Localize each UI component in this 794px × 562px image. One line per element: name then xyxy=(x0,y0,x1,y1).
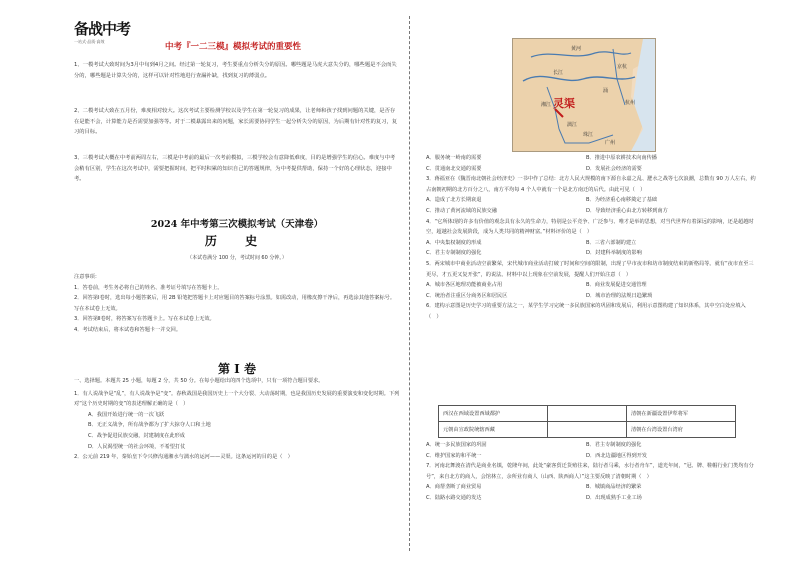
right-column-lower xyxy=(426,440,756,504)
map-title: 灵渠 xyxy=(553,97,575,110)
notes-item-3: 3．回答第Ⅱ卷时，将答案写在答题卡上。写在本试卷上无效。 xyxy=(74,316,215,323)
q2-stem: 2．公元前 219 年，秦始皇下令兴修沟通湘水与漓水的运河——灵渠。这条运河的目的是（ ） xyxy=(74,454,293,461)
q2-option-d: D．发展社会经济的需要 xyxy=(586,165,642,172)
map-label-changjiang: 长江 xyxy=(553,70,564,76)
q6-stem: 6．建构示意图是历史学习的重要方法之一，某学生学习完统一多民族国家的巩固和发展后，利用示意图构建了知识体系，其中空白处应填入（ ） xyxy=(426,303,746,320)
exam-info: （本试卷满分 100 分，考试时间 60 分钟。） xyxy=(187,255,287,261)
notes-item-4: 4．考试结束后，将本试卷和答题卡一并交回。 xyxy=(74,326,182,333)
notes-section xyxy=(74,272,400,336)
header-title: 中考『一二三模』模拟考试的重要性 xyxy=(165,42,302,52)
q6-option-b: B．君主专制制度的强化 xyxy=(586,442,642,448)
q6-option-d: D．西北边疆地区得到开发 xyxy=(586,452,648,459)
q3-stem: 3．蒋福亚在《魏晋南北朝社会经济史》一书中作了总结：北方人民大规模的南下源自永嘉之乱、淝水之战等七次浪潮，总数有 90 万人左右，约占南朝初期的北方百分之八，南方平均每 4 个人中就有一个是北方南迁的后代。由此可见（ ） xyxy=(426,176,756,193)
map-label-jinghang: 京杭 xyxy=(617,64,628,70)
q2-option-b: B．推进中原农耕技术向南传播 xyxy=(586,155,657,161)
q6-cell: 清朝在新疆设置伊犁将军 xyxy=(627,406,736,422)
q5-options xyxy=(426,280,756,301)
q5-option-a: A．城市各区地理功能被商业占用 xyxy=(426,282,503,289)
q7-option-a: A．商帮垄断了商业贸易 xyxy=(426,484,482,491)
q7-options xyxy=(426,482,756,503)
map-label-huanghe: 黄河 xyxy=(571,46,582,52)
part1-intro: 一、选择题。本题共 25 小题，每题 2 分，共 50 分。在每小题给出的四个选项中，只有一项符合题目要求。 xyxy=(74,378,324,384)
q6-blank-cell xyxy=(548,406,627,422)
q3-option-a: A．造成了北方长期衰退 xyxy=(426,197,482,204)
q5-stem: 5．两宋城市中商业活动空前繁荣，宋代城市商业活动打破了时间和空间的限制，出现了早市夜市和坊市制度结束的新格局等。就有“夜市直至三更尽，才五更又复开张”，的说法。材料中以上现象在空前发展，提醒人们开始注意（ ） xyxy=(426,260,754,278)
q6-diagram-table xyxy=(438,405,736,438)
q2-option-a: A．服务统一岭南的需要 xyxy=(426,155,482,161)
q7-option-d: D．出现成熟手工业工场 xyxy=(586,494,642,501)
q6-blank-cell xyxy=(548,422,627,438)
part1-section xyxy=(74,376,400,463)
q2-options xyxy=(426,153,756,174)
logo-text: 备战中考 xyxy=(74,20,131,38)
right-column xyxy=(426,153,756,323)
map-label-xiangjiang: 湘江 xyxy=(541,102,552,108)
q5-option-c: C．统治者注重区分商务区和居民区 xyxy=(426,292,508,299)
q1-option-b: B．无正义战争，所有战争都为了扩大掠夺人口和土地 xyxy=(88,422,211,429)
q7-option-b: B．城镇商品经济的繁荣 xyxy=(586,484,642,491)
q6-option-c: C．维护国家的和平统一 xyxy=(426,452,482,459)
section-title: 第 I 卷 xyxy=(218,362,256,376)
map-label-zhujiang: 珠江 xyxy=(583,132,594,138)
intro-paragraph-3: 3、三模考试大概在中考前两周左右，三模是中考前的最后一次考前模拟，三模学校会有意降低难度，目的是增强学生的信心。难度与中考会稍有区别，学生在这次考试中，需要把握时间，把平时积累的知识自己的答题规律，为中考提供帮助，保持一个好的心理状态，迎接中考。 xyxy=(74,155,396,182)
q3-options xyxy=(426,195,756,216)
exam-subject: 历 史 xyxy=(204,234,270,248)
q5-option-b: B．商业发展促进交通管理 xyxy=(586,282,647,289)
map-label-lijiang: 漓江 xyxy=(567,122,578,128)
q4-option-d: D．封建科举制度的影响 xyxy=(586,250,642,257)
map-label-yong: 涌 xyxy=(603,88,609,94)
notes-item-2: 2．回答第Ⅰ卷时，选出每小题答案后，用 2B 铅笔把答题卡上对应题目的答案标号涂黑。如需改动，用橡皮擦干净后，再选涂其他答案标号。写在本试卷上无效。 xyxy=(74,295,396,312)
q6-cell: 清朝在台湾设置台湾府 xyxy=(627,422,736,438)
intro-paragraph-1: 1、一模考试大致时间为3月中旬到4月之间。经过第一轮复习，考生要重点分析失分的原因。哪些题是马虎大意失分的，哪些题是不会而失分的，哪些题是计算失分的，这样可以针对性地进行查漏补缺，找到复习的薄弱点。 xyxy=(74,62,397,79)
q6-table-row xyxy=(439,406,736,422)
exam-title: 2024 年中考第三次模拟考试（天津卷） xyxy=(150,219,324,230)
q1-option-d: D．人民渴望统一的社会环境，不希望打仗 xyxy=(88,443,186,450)
map-label-guangzhou: 广州 xyxy=(605,140,616,146)
intro-paragraph-2: 2、二模考试大致在五月份，难度相对较大。这次考试主要检测学校以及学生在第一轮复习的成果，让老师和孩子找到问题的关键，是否存在是能不会，计算能力是否需要加强等等。对于二模暴露出来的问题，家长需要协同学生一起分析失分的原因，为后期有针对性的复习，复习的目标。 xyxy=(74,108,398,135)
map-label-hangzhou: 杭州 xyxy=(625,100,636,106)
q1-option-a: A．我国开始进行统一的一次飞跃 xyxy=(88,411,165,418)
q7-option-c: C．陆路水路交通的发达 xyxy=(426,494,482,501)
q2-option-c: C．贯通南北交通的需要 xyxy=(426,165,482,172)
q4-options xyxy=(426,238,756,259)
brand-logo xyxy=(74,18,136,52)
q6-cell: 西汉在西域设置西域都护 xyxy=(439,406,548,422)
logo-subtext: 一站式·品质·高效 xyxy=(74,39,105,44)
q7-stem: 7．河南北舞渡在清代是商业名镇，乾隆年间，此处“豪客贸迁货殖往来，陆行者马乘，水行者舟车”，道光年间，“冠、牌、鞋帽行业门类均有分号”，来自北方的商人，会馆林立，余所业有商人（山西、陕西商人）”这主要反映了清朝时期（ ） xyxy=(426,463,754,480)
notes-item-1: 1．答卷前，考生务必将自己的姓名、准考证号填写在答题卡上。 xyxy=(74,284,223,291)
q3-option-c: C．推动了黄河流域的民族交融 xyxy=(426,207,498,214)
q6-cell: 元朝由宣政院统辖西藏 xyxy=(439,422,548,438)
q4-stem: 4．“它所体现的许多有价值的观念具有永久的生命力，特别是公平竞争、广泛参与、唯才是举的思想，对当代世界有着深远的影响，还是超越时空，超越社会发展阶段，成为人类共同的精神财富。”材料评价的是（ ） xyxy=(426,218,754,236)
lingqu-map xyxy=(512,38,656,152)
q4-option-b: B．三省六部制的建立 xyxy=(586,239,637,246)
q3-option-b: B．为经济重心南移奠定了基础 xyxy=(586,197,657,204)
q1-option-c: C．战争促进民族交融，封建制度在此形成 xyxy=(88,432,185,439)
q6-option-a: A．统一多民族国家的巩固 xyxy=(426,442,487,448)
q5-option-d: D．城市治理的法规日趋繁琐 xyxy=(586,292,653,299)
column-divider xyxy=(409,16,410,551)
q4-option-a: A．中央集权制度的形成 xyxy=(426,239,482,246)
q6-table-row xyxy=(439,422,736,438)
q4-option-c: C．君主专制制度的强化 xyxy=(426,250,482,257)
q1-stem: 1．有人说战争是“乱”，有人说战争是“变”。春秋战国是我国历史上一个大分裂、大动荡时期，也是我国历史发展的重要演变和变化时期。下列对“这个历史时期的变”的表述理解正确的是（ ） xyxy=(74,390,400,408)
notes-heading: 注意事项： xyxy=(74,274,100,280)
q6-options xyxy=(426,440,756,461)
q3-option-d: D．导致经济重心由北方转移到南方 xyxy=(586,207,668,214)
